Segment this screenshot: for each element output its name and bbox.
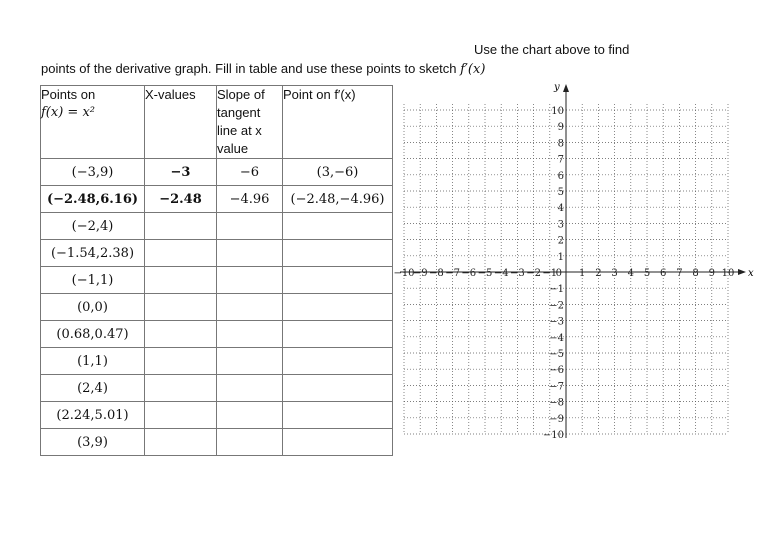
- x-tick-label: −4: [493, 268, 509, 279]
- header-x-values: X-values: [145, 86, 217, 159]
- y-tick-label: −4: [549, 332, 564, 344]
- x-tick-label: 7: [676, 268, 683, 279]
- y-tick-label: −7: [549, 381, 564, 393]
- x-value-cell[interactable]: [145, 348, 217, 375]
- slope-cell[interactable]: [217, 321, 283, 348]
- x-value-cell[interactable]: [145, 294, 217, 321]
- deriv-point-cell[interactable]: (3,−6): [283, 159, 393, 186]
- instruction-text: points of the derivative graph. Fill in table and use these points to sketch: [41, 61, 457, 76]
- y-tick-label: 9: [557, 122, 564, 134]
- y-tick-label: 5: [557, 187, 564, 198]
- deriv-point-cell[interactable]: [283, 321, 393, 348]
- x-tick-label: −3: [510, 268, 525, 279]
- x-tick-label: −10: [393, 268, 415, 279]
- slope-cell[interactable]: [217, 294, 283, 321]
- header-slope: Slope of tangent line at x value: [217, 86, 283, 159]
- x-tick-label: −8: [429, 268, 444, 279]
- header-points-label: Points on: [41, 87, 96, 102]
- y-tick-label: 6: [557, 170, 564, 182]
- slope-cell[interactable]: [217, 213, 283, 240]
- slope-cell[interactable]: −4.96: [217, 186, 283, 213]
- table-row: [41, 267, 393, 294]
- x-tick-label: 3: [611, 268, 618, 279]
- y-tick-label: 10: [551, 106, 564, 117]
- x-tick-label: 9: [708, 268, 715, 279]
- table-row: [41, 375, 393, 402]
- x-tick-label: 1: [579, 268, 586, 279]
- slope-cell[interactable]: [217, 402, 283, 429]
- table-row: [41, 159, 393, 186]
- point-cell: (1,1): [41, 348, 145, 375]
- y-tick-label: −2: [549, 300, 564, 312]
- x-value-cell[interactable]: [145, 429, 217, 456]
- x-value-cell[interactable]: [145, 402, 217, 429]
- y-tick-label: −9: [549, 413, 564, 425]
- y-tick-label: 2: [557, 235, 564, 247]
- x-value-cell[interactable]: −2.48: [145, 186, 217, 213]
- point-cell: (0.68,0.47): [41, 321, 145, 348]
- x-tick-label: −9: [412, 268, 428, 279]
- x-tick-label: 4: [627, 268, 634, 279]
- table-row: [41, 186, 393, 213]
- header-points-function: f(x) = x²: [41, 105, 95, 120]
- point-cell: (−2,4): [41, 213, 145, 240]
- slope-cell[interactable]: [217, 348, 283, 375]
- derivative-table: [40, 85, 393, 456]
- point-cell: (2,4): [41, 375, 145, 402]
- table-row: [41, 321, 393, 348]
- instruction-line-1: Use the chart above to find: [474, 42, 630, 57]
- point-cell: (−3,9): [41, 159, 145, 186]
- x-tick-label: −2: [526, 268, 541, 279]
- x-tick-label: −5: [477, 268, 493, 279]
- y-tick-label: 8: [557, 138, 564, 150]
- point-cell: (0,0): [41, 294, 145, 321]
- deriv-point-cell[interactable]: (−2.48,−4.96): [283, 186, 393, 213]
- y-tick-label: −10: [542, 430, 564, 441]
- table-header-row: [41, 86, 393, 159]
- table-row: [41, 402, 393, 429]
- deriv-point-cell[interactable]: [283, 348, 393, 375]
- x-tick-label: 2: [595, 268, 602, 279]
- x-axis-arrow: [738, 269, 746, 275]
- x-value-cell[interactable]: [145, 213, 217, 240]
- x-tick-label: 10: [721, 268, 735, 279]
- x-tick-label: 5: [643, 268, 651, 279]
- x-tick-label: −7: [445, 268, 460, 279]
- slope-cell[interactable]: [217, 375, 283, 402]
- instruction-math: f′(x): [460, 62, 486, 77]
- deriv-point-cell[interactable]: [283, 267, 393, 294]
- table-row: [41, 213, 393, 240]
- y-tick-label: −1: [549, 284, 564, 296]
- table-row: [41, 240, 393, 267]
- y-tick-label: −3: [549, 316, 564, 328]
- slope-cell[interactable]: [217, 429, 283, 456]
- deriv-point-cell[interactable]: [283, 240, 393, 267]
- x-tick-label: −1: [542, 268, 558, 279]
- slope-cell[interactable]: [217, 267, 283, 294]
- deriv-point-cell[interactable]: [283, 375, 393, 402]
- x-value-cell[interactable]: [145, 267, 217, 294]
- point-cell: (−2.48,6.16): [41, 186, 145, 213]
- coordinate-grid: [392, 82, 754, 450]
- y-tick-label: 4: [557, 203, 564, 215]
- point-cell: (2.24,5.01): [41, 402, 145, 429]
- instruction-line-2: [41, 61, 485, 77]
- x-value-cell[interactable]: [145, 240, 217, 267]
- x-tick-label: 8: [692, 268, 699, 279]
- y-tick-label: 3: [557, 219, 564, 231]
- table-row: [41, 348, 393, 375]
- y-tick-label: −6: [549, 365, 564, 377]
- x-tick-label: 6: [660, 268, 667, 279]
- y-tick-label: −5: [549, 349, 564, 360]
- x-axis-label: x: [748, 268, 754, 279]
- header-deriv-point: Point on f′(x): [283, 86, 393, 159]
- x-value-cell[interactable]: [145, 321, 217, 348]
- slope-cell[interactable]: [217, 240, 283, 267]
- y-tick-label: −8: [549, 397, 564, 409]
- point-cell: (−1.54,2.38): [41, 240, 145, 267]
- origin-label: 0: [555, 268, 562, 279]
- y-axis-arrow: [563, 84, 569, 92]
- y-tick-label: 7: [557, 154, 564, 166]
- deriv-point-cell[interactable]: [283, 402, 393, 429]
- table-row: [41, 429, 393, 456]
- table-row: [41, 294, 393, 321]
- y-axis-label: y: [554, 82, 560, 93]
- deriv-point-cell[interactable]: [283, 294, 393, 321]
- point-cell: (3,9): [41, 429, 145, 456]
- x-value-cell[interactable]: −3: [145, 159, 217, 186]
- deriv-point-cell[interactable]: [283, 213, 393, 240]
- y-tick-label: 1: [557, 251, 564, 263]
- x-value-cell[interactable]: [145, 375, 217, 402]
- header-points: [41, 86, 145, 159]
- point-cell: (−1,1): [41, 267, 145, 294]
- x-tick-label: −6: [461, 268, 477, 279]
- slope-cell[interactable]: −6: [217, 159, 283, 186]
- deriv-point-cell[interactable]: [283, 429, 393, 456]
